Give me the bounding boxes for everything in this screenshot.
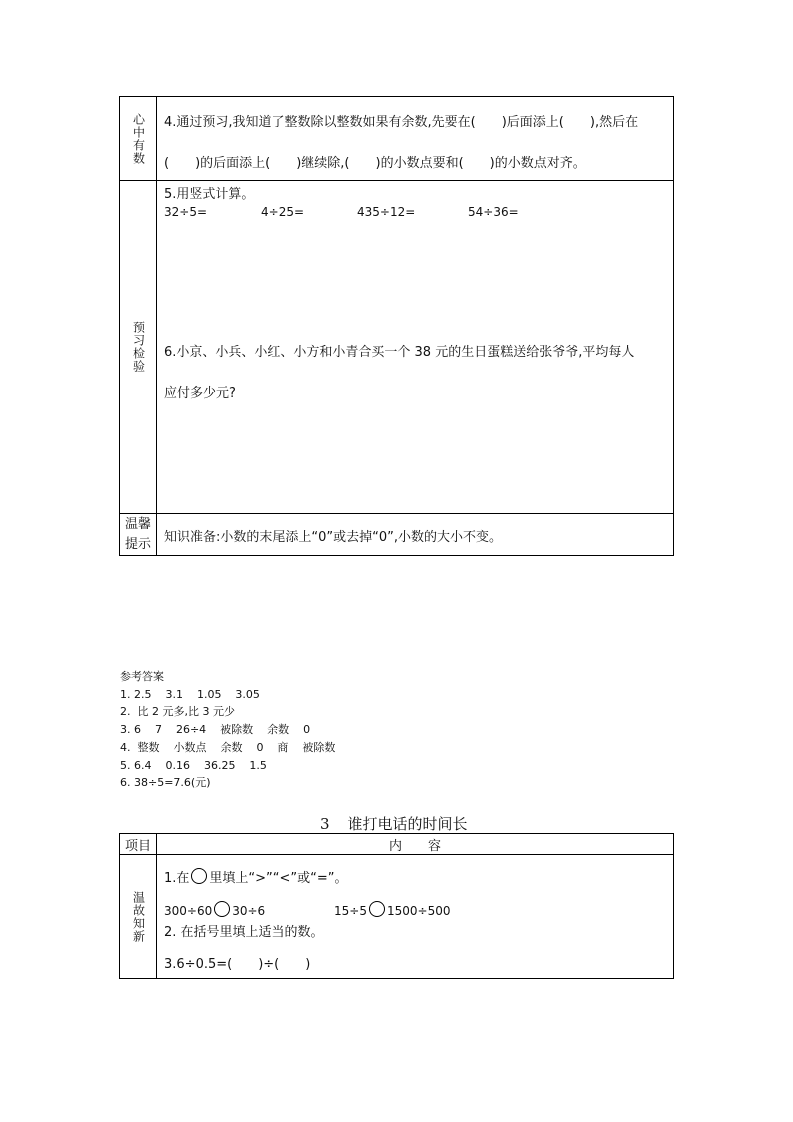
q2-expression: 3.6÷0.5=( )÷( ) [164,957,311,972]
q1-b-right: 1500÷500 [386,904,451,918]
header-cell-content [157,834,674,855]
content-cell-tip [157,514,674,556]
q1-suffix: 里填上“>”“<”或“=”。 [209,871,348,886]
q6-line2: 应付多少元? [164,386,236,401]
q1-instruction [164,867,348,886]
content-cell-review [157,855,674,979]
content-cell-q4 [157,97,674,181]
circle-blank-icon[interactable] [191,868,207,884]
row-label: 心中有数 [131,112,146,165]
q5-item-3: 435÷12= [357,205,416,219]
q1-a-left: 300÷60 [164,904,213,918]
label-cell-yuxijianyan [120,181,157,514]
circle-blank-icon[interactable] [214,901,230,917]
q4-line2: ( )的后面添上( )继续除,( )的小数点要和( )的小数点对齐。 [164,156,586,171]
q1-compare-a [164,901,265,918]
q6-line1: 6.小京、小兵、小红、小方和小青合买一个 38 元的生日蛋糕送给张爷爷,平均每人 [164,345,635,360]
row-label-bottom: 提示 [124,536,151,552]
label-cell-wenxintishi [120,514,157,556]
circle-blank-icon[interactable] [369,901,385,917]
q5-item-1: 32÷5= [164,205,208,219]
section-title [320,813,468,834]
q5-title: 5.用竖式计算。 [164,187,255,202]
table-review [119,833,674,979]
header-item-label: 项目 [124,838,151,854]
answer-line: 2. 比 2 元多,比 3 元少 [120,705,235,719]
answer-line: 4. 整数 小数点 余数 0 商 被除数 [120,740,336,754]
answer-line: 3. 6 7 26÷4 被除数 余数 0 [120,723,311,737]
q1-compare-b [334,901,450,918]
section-title-text: 谁打电话的时间长 [347,815,468,833]
label-cell-wengzhixin [120,855,157,979]
answer-section [120,668,335,792]
answer-line: 6. 38÷5=7.6(元) [120,776,211,790]
q1-a-right: 30÷6 [232,904,266,918]
answer-line: 1. 2.5 3.1 1.05 3.05 [120,687,260,701]
row-label-top: 温馨 [124,516,151,532]
q5-item-2: 4÷25= [261,205,305,219]
q1-prefix: 1.在 [164,871,190,886]
answer-title: 参考答案 [120,670,164,683]
q2-title: 2. 在括号里填上适当的数。 [164,925,324,940]
answer-line: 5. 6.4 0.16 36.25 1.5 [120,758,267,772]
q5-item-4: 54÷36= [468,205,519,219]
row-label: 预习检验 [131,321,146,373]
table-preview [119,96,674,556]
header-cell-item [120,834,157,855]
label-cell-xinzhongyoushu [120,97,157,181]
content-cell-q5-q6 [157,181,674,514]
row-label: 温故知新 [131,890,146,943]
q4-line1: 4.通过预习,我知道了整数除以整数如果有余数,先要在( )后面添上( ),然后在 [164,115,639,130]
q1-b-left: 15÷5 [334,904,367,918]
tip-text: 知识准备:小数的末尾添上“0”或去掉“0”,小数的大小不变。 [164,530,502,545]
section-number: 3 [320,815,330,833]
header-content-label: 内 容 [388,838,441,854]
